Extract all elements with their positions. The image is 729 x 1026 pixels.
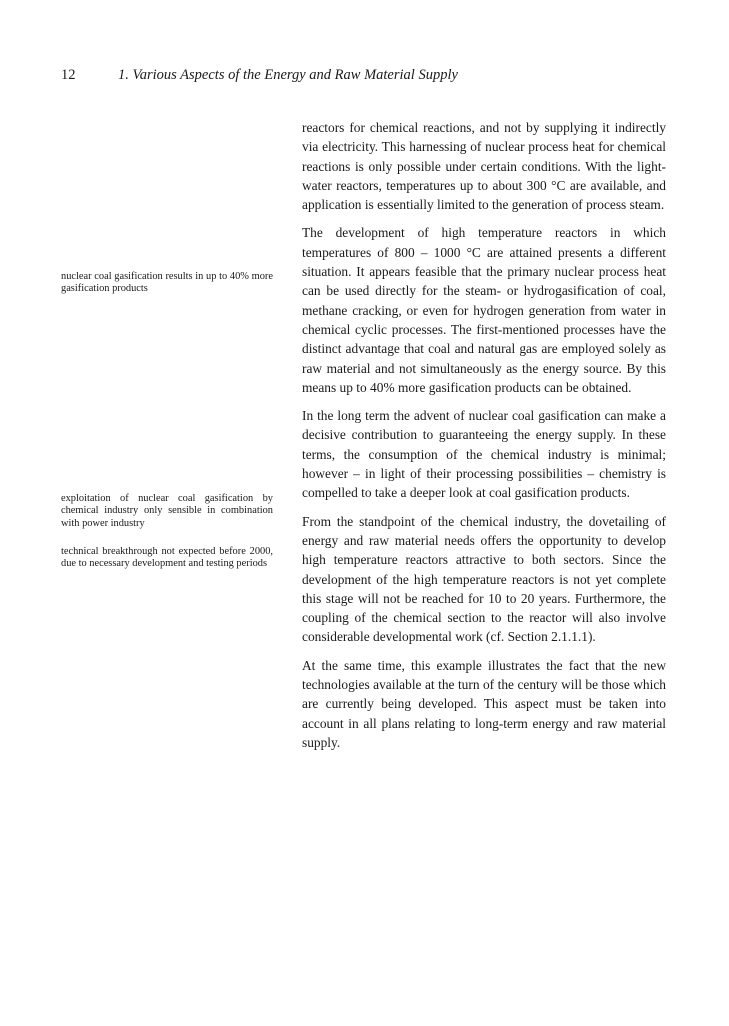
page-number: 12 (61, 67, 76, 83)
paragraph-3: In the long term the advent of nuclear coal gasification can make a decisive contribution to guaranteeing the energy supply. In these terms, the consumption of the chemical industry is minimal; however – in light of their processing possibilities – chemistry is compelled to take a deeper look at coal gasification products. (302, 408, 666, 501)
paragraph-5: At the same time, this example illustrates the fact that the new technologies available at the turn of the century will be those which are currently being developed. This aspect must be taken into account in all plans relating to long-term energy and raw material supply. (302, 657, 666, 750)
margin-note-technical-breakthrough: technical breakthrough not expected before 2000, due to necessary development and testing periods (61, 546, 273, 570)
margin-note-exploitation: exploitation of nuclear coal gasification by chemical industry only sensible in combination with power industry (61, 493, 273, 529)
running-title: 1. Various Aspects of the Energy and Raw Material Supply (118, 67, 458, 83)
body-text (302, 118, 666, 761)
paragraph-2: The development of high temperature reactors in which temperatures of 800 – 1000 °C are attained presents a different situation. It appears feasible that the primary nuclear process heat can be used directly for the steam- or hydrogasification of coal, methane cracking, or even for hydrogen generation from water in chemical cyclic processes. The first-mentioned processes have the distinct advantage that coal and natural gas are employed solely as raw material and not simultaneously as the energy source. By this means up to 40% more gasification products can be obtained. (302, 225, 666, 395)
paragraph-1: reactors for chemical reactions, and not by supplying it indirectly via electricity. This harnessing of nuclear process heat for chemical reactions is only possible under certain conditions. With the light-water reactors, temperatures up to about 300 °C are available, and application is essentially limited to the generation of process steam. (302, 120, 666, 213)
margin-note-nuclear-gasification: nuclear coal gasification results in up to 40% more gasification products (61, 271, 273, 295)
paragraph-4: From the standpoint of the chemical industry, the dovetailing of energy and raw material needs offers the opportunity to develop high temperature reactors attractive to both sectors. Since the development of the high temperature reactors is not yet complete this stage will not be reached for 10 to 20 years. Furthermore, the coupling of the chemical section to the reactor will also involve considerable developmental work (cf. Section 2.1.1.1). (302, 513, 666, 645)
